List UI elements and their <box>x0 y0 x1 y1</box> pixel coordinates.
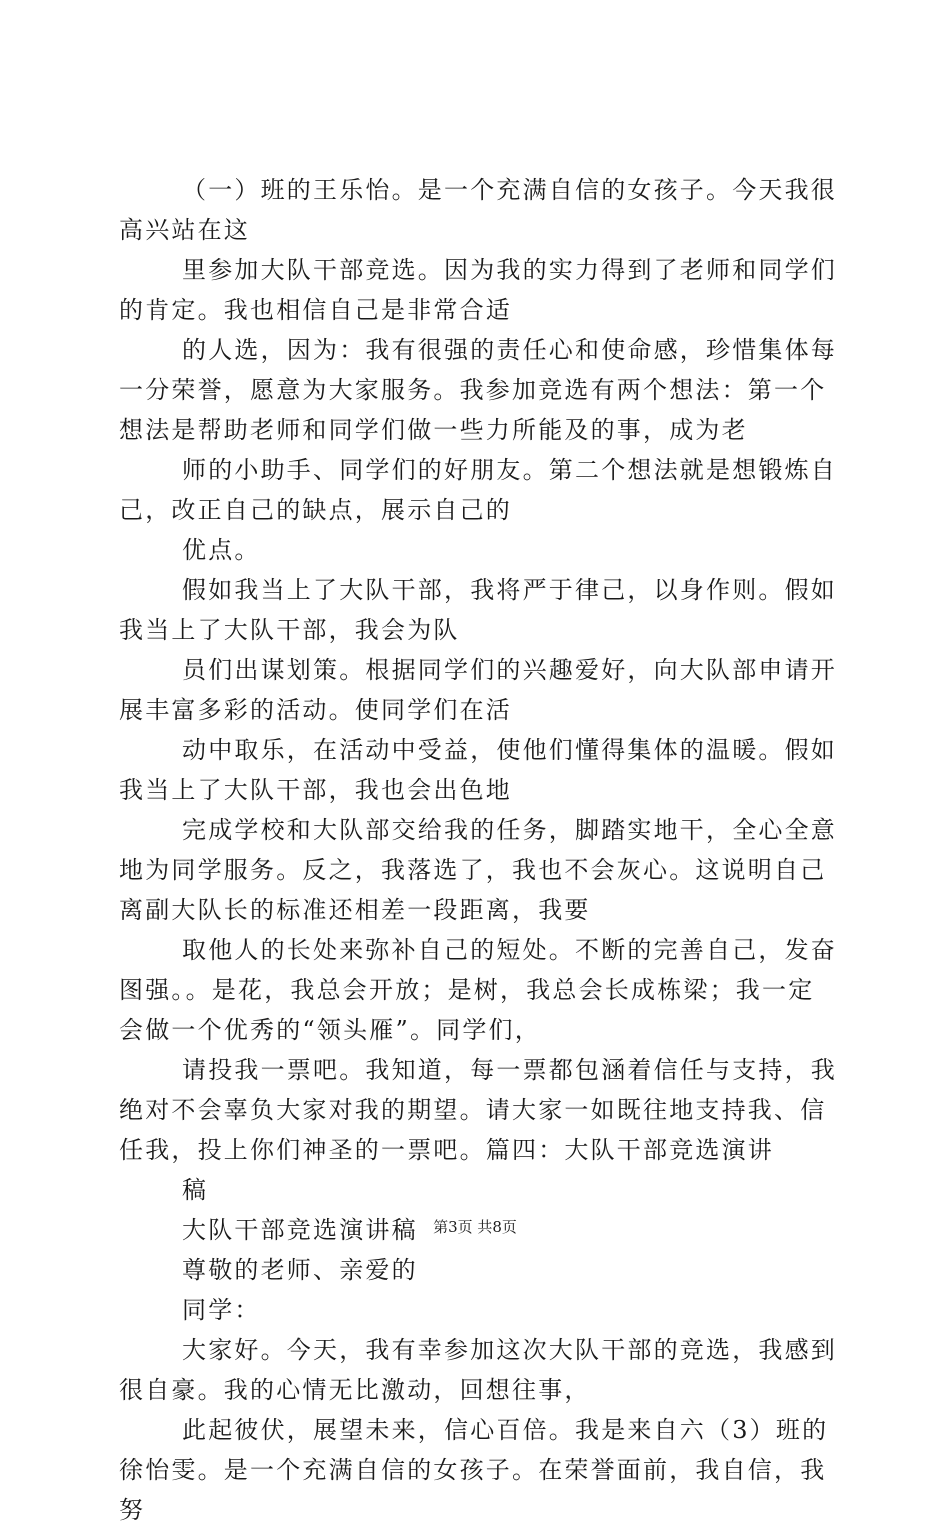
page-number-footer: 第3页 共8页 <box>433 1218 517 1236</box>
document-body <box>119 170 839 1530</box>
paragraph: 的人选，因为：我有很强的责任心和使命感，珍惜集体每一分荣誉，愿意为大家服务。我参加竞选有两个想法：第一个想法是帮助老师和同学们做一些力所能及的事，成为老 <box>119 336 837 444</box>
paragraph: （一）班的王乐怡。是一个充满自信的女孩子。今天我很高兴站在这 <box>119 176 837 244</box>
paragraph: 假如我当上了大队干部，我将严于律己，以身作则。假如我当上了大队干部，我会为队 <box>119 576 837 644</box>
paragraph: 大队干部竞选演讲稿 <box>182 1216 418 1244</box>
paragraph: 动中取乐，在活动中受益，使他们懂得集体的温暖。假如我当上了大队干部，我也会出色地 <box>119 736 837 804</box>
paragraph: 此起彼伏，展望未来，信心百倍。我是来自六（3）班的徐怡雯。是一个充满自信的女孩子。在荣誉面前，我自信，我努 <box>119 1416 829 1524</box>
paragraph: 完成学校和大队部交给我的任务，脚踏实地干，全心全意地为同学服务。反之，我落选了，我也不会灰心。这说明自己离副大队长的标准还相差一段距离，我要 <box>119 816 837 924</box>
paragraph: 尊敬的老师、亲爱的 <box>182 1256 418 1284</box>
paragraph: 优点。 <box>182 536 261 564</box>
paragraph: 取他人的长处来弥补自己的短处。不断的完善自己，发奋图强。。是花，我总会开放；是树，我总会长成栋梁；我一定会做一个优秀的“领头雁”。同学们， <box>119 936 837 1044</box>
paragraph: 同学： <box>182 1296 261 1324</box>
paragraph: 稿 <box>182 1176 209 1204</box>
paragraph: 请投我一票吧。我知道，每一票都包涵着信任与支持，我绝对不会辜负大家对我的期望。请大家一如既往地支持我、信任我，投上你们神圣的一票吧。篇四：大队干部竞选演讲 <box>119 1056 837 1164</box>
paragraph: 师的小助手、同学们的好朋友。第二个想法就是想锻炼自己，改正自己的缺点，展示自己的 <box>119 456 837 524</box>
paragraph: 里参加大队干部竞选。因为我的实力得到了老师和同学们的肯定。我也相信自己是非常合适 <box>119 256 837 324</box>
paragraph: 大家好。今天，我有幸参加这次大队干部的竞选，我感到很自豪。我的心情无比激动，回想往事， <box>119 1336 837 1404</box>
paragraph: 员们出谋划策。根据同学们的兴趣爱好，向大队部申请开展丰富多彩的活动。使同学们在活 <box>119 656 837 724</box>
